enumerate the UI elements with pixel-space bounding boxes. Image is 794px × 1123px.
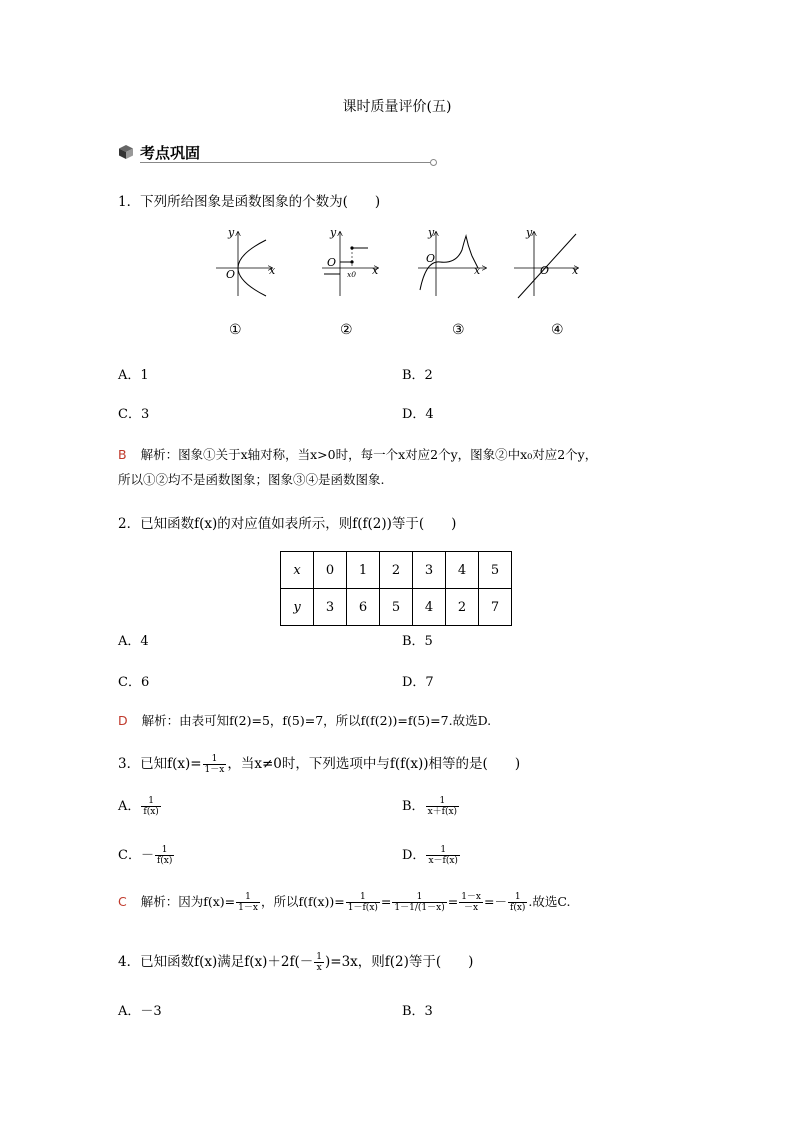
- section-label: 考点巩固: [140, 144, 201, 162]
- q1-analysis-line2: 所以①②均不是函数图象；图象③④是函数图象.: [118, 472, 385, 487]
- option-fraction: [141, 796, 160, 817]
- graph-2-label: ②: [340, 322, 353, 338]
- table-cell: 6: [347, 589, 380, 626]
- analysis-fraction: [459, 892, 483, 913]
- analysis-fraction: [236, 892, 260, 913]
- table-cell: 0: [314, 552, 347, 589]
- q3-stem: [118, 752, 520, 775]
- option-fraction: [155, 845, 174, 866]
- fraction-numerator: 1: [508, 892, 527, 903]
- analysis-text: ，所以f(f(x))=: [260, 894, 345, 909]
- cube-icon: [118, 144, 134, 160]
- g2-x0-label: x0: [347, 270, 357, 279]
- option-fraction: [426, 796, 460, 817]
- q1-option-c: C．3: [118, 407, 150, 422]
- option-prefix: A．: [118, 799, 141, 814]
- fraction-denominator: 1－1/(1－x): [394, 903, 445, 913]
- q2-value-table: [280, 551, 512, 626]
- table-cell: 7: [479, 589, 512, 626]
- table-cell: 5: [479, 552, 512, 589]
- q4-stem: [118, 950, 473, 973]
- fraction-denominator: －x: [464, 903, 479, 913]
- option-prefix: B．: [402, 799, 425, 814]
- q1-option-b: B．2: [402, 368, 433, 383]
- table-cell: y: [281, 589, 314, 626]
- fraction-numerator: 1－x: [461, 892, 481, 902]
- fraction-numerator: 1: [316, 952, 322, 962]
- q3-analysis: [118, 892, 571, 913]
- fraction-denominator: 1－x: [238, 903, 258, 913]
- fraction-numerator: 1: [141, 796, 160, 807]
- q2-stem: 2．已知函数f(x)的对应值如表所示，则f(f(2))等于( ): [118, 516, 457, 532]
- section-header: [118, 142, 438, 166]
- q4-option-b: B．3: [402, 1004, 433, 1019]
- table-cell: 4: [446, 552, 479, 589]
- table-cell: 2: [446, 589, 479, 626]
- analysis-text: 解析：因为f(x)=: [140, 894, 236, 909]
- q2-option-d: D．7: [402, 675, 434, 690]
- q3-option-b: [402, 795, 460, 817]
- fraction-numerator: 1: [426, 796, 460, 807]
- q3-option-a: [118, 795, 162, 817]
- table-cell: 5: [380, 589, 413, 626]
- section-rule-dot: [430, 159, 437, 166]
- q3-stem-pre: 3．已知f(x)=: [118, 756, 202, 772]
- g4-y-label: y: [526, 226, 533, 239]
- graph-3-label: ③: [452, 322, 465, 338]
- q2-answer-key: D: [118, 713, 128, 728]
- q2-option-b: B．5: [402, 634, 433, 649]
- q3-option-d: [402, 844, 461, 866]
- graph-1-label: ①: [229, 322, 242, 338]
- g1-y-label: y: [228, 226, 235, 239]
- table-cell: 3: [314, 589, 347, 626]
- fraction-numerator: 1: [203, 754, 227, 765]
- equals-sign: =: [447, 894, 459, 909]
- equals-sign: =－: [484, 894, 507, 909]
- g2-y-label: y: [330, 226, 337, 239]
- fraction-denominator: f(x): [156, 856, 173, 866]
- q4-option-a: A．－3: [118, 1004, 162, 1019]
- q4-stem-fraction: [314, 952, 324, 973]
- fraction-denominator: 1－x: [204, 765, 225, 775]
- analysis-fraction: [392, 892, 446, 913]
- option-prefix: C．－: [118, 848, 154, 863]
- q2-analysis: [118, 711, 491, 729]
- q1-option-d: D．4: [402, 407, 434, 422]
- q2-analysis-text: 解析：由表可知f(2)=5，f(5)=7，所以f(f(2))=f(5)=7.故选D.: [141, 713, 492, 728]
- fraction-denominator: 1－f(x): [347, 903, 378, 913]
- g3-y-label: y: [428, 226, 435, 239]
- analysis-text: .故选C.: [528, 894, 571, 909]
- q3-stem-fraction: [203, 754, 227, 775]
- fraction-numerator: 1: [346, 892, 380, 903]
- q4-stem-pre: 4．已知函数f(x)满足f(x)＋2f: [118, 954, 295, 970]
- q1-answer-key: B: [118, 447, 127, 462]
- table-cell: 4: [413, 589, 446, 626]
- q3-stem-post: ，当x≠0时，下列选项中与f(f(x))相等的是( ): [227, 756, 521, 772]
- fraction-numerator: 1: [236, 892, 260, 903]
- fraction-numerator: 1: [392, 892, 446, 903]
- q1-option-a: A．1: [118, 368, 149, 383]
- fraction-denominator: x－f(x): [428, 856, 458, 866]
- table-row-x: [281, 552, 512, 589]
- g4-x-label: x: [572, 264, 579, 277]
- g2-x-label: x: [372, 264, 379, 277]
- g3-x-label: x: [474, 264, 481, 277]
- option-fraction: [426, 845, 460, 866]
- q3-answer-key: C: [118, 894, 127, 909]
- fraction-denominator: f(x): [143, 807, 159, 817]
- section-rule: [140, 162, 432, 163]
- table-cell: 3: [413, 552, 446, 589]
- fraction-numerator: 1: [155, 845, 174, 856]
- table-cell: x: [281, 552, 314, 589]
- q4-stem-post: )=3x，则f(2)等于( ): [324, 954, 474, 970]
- q3-option-c: [118, 844, 175, 866]
- g3-origin-label: O: [426, 252, 436, 265]
- fraction-numerator: 1: [426, 845, 460, 856]
- option-prefix: D．: [402, 848, 426, 863]
- q2-option-a: A．4: [118, 634, 149, 649]
- q1-analysis-line1: 解析：图象①关于x轴对称，当x>0时，每一个x对应2个y，图象②中x₀对应2个y，: [140, 447, 598, 462]
- page-title: 课时质量评价(五): [342, 99, 452, 115]
- table-cell: 2: [380, 552, 413, 589]
- table-cell: 1: [347, 552, 380, 589]
- equals-sign: =: [380, 894, 392, 909]
- graph-1: [216, 232, 272, 296]
- g1-origin-label: O: [226, 268, 236, 281]
- q4-paren-open: (－: [294, 954, 314, 970]
- graph-4-label: ④: [551, 322, 564, 338]
- fraction-denominator: x＋f(x): [427, 807, 458, 817]
- g2-origin-label: O: [327, 256, 337, 269]
- table-row-y: [281, 589, 512, 626]
- q1-analysis: [118, 445, 597, 463]
- g1-x-label: x: [269, 264, 276, 277]
- g4-origin-label: O: [540, 264, 550, 277]
- fraction-denominator: f(x): [509, 903, 526, 913]
- analysis-fraction: [508, 892, 527, 913]
- q1-stem: 1．下列所给图象是函数图象的个数为( ): [118, 194, 381, 210]
- fraction-denominator: x: [316, 963, 322, 973]
- analysis-fraction: [346, 892, 380, 913]
- q2-option-c: C．6: [118, 675, 150, 690]
